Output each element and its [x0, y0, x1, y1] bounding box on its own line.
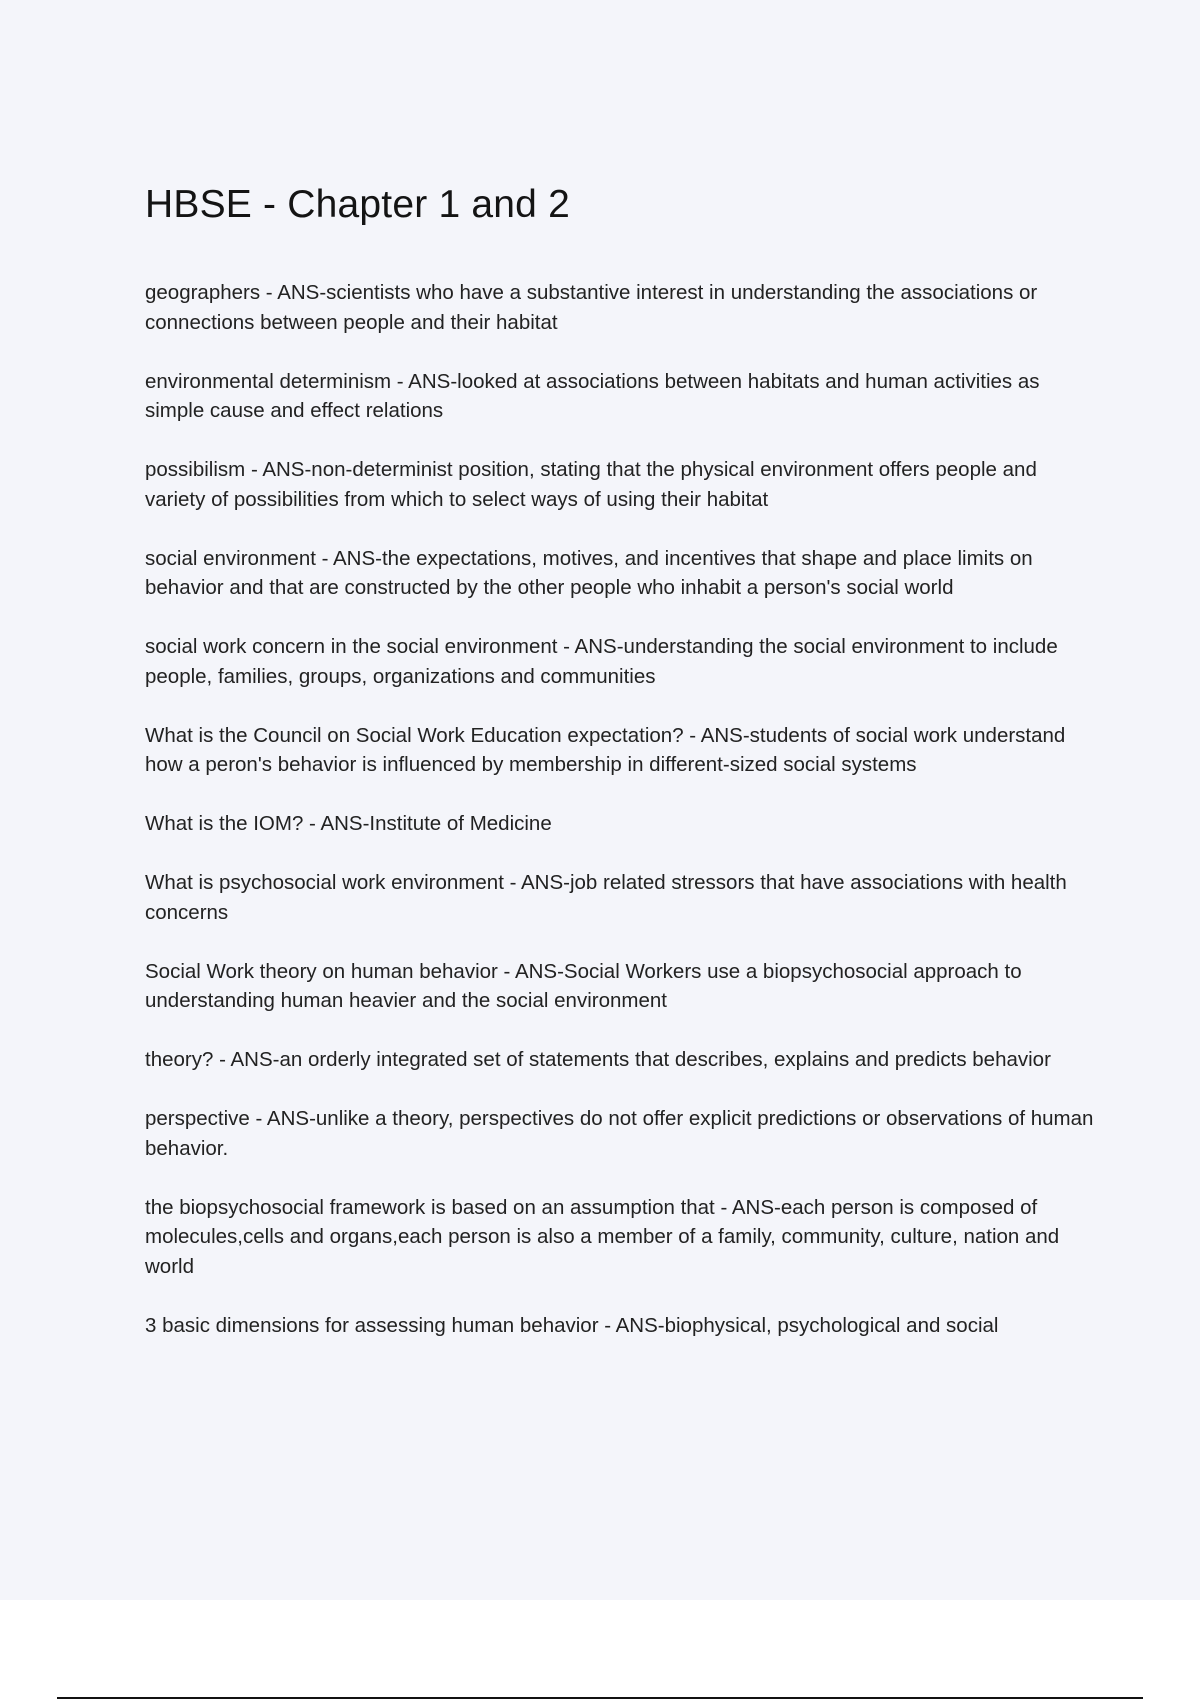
entry-cswe-expectation: What is the Council on Social Work Education expectation? - ANS-students of social work understand how a peron's behavior is influenced by membership in different-sized social systems [145, 723, 1066, 776]
entry-iom: What is the IOM? - ANS-Institute of Medicine [145, 812, 552, 835]
footer-divider [57, 1697, 1143, 1699]
entry-perspective: perspective - ANS-unlike a theory, perspectives do not offer explicit predictions or observations of human behavior. [145, 1107, 1094, 1160]
entry-geographers: geographers - ANS-scientists who have a substantive interest in understanding the associations or connections between people and their habitat [145, 281, 1038, 334]
entry-social-work-theory: Social Work theory on human behavior - ANS-Social Workers use a biopsychosocial approach to understanding human heavier and the social environment [145, 959, 1022, 1012]
entry-basic-dimensions: 3 basic dimensions for assessing human behavior - ANS-biophysical, psychological and social [145, 1313, 999, 1337]
entry-social-work-concern: social work concern in the social environment - ANS-understanding the social environment to include people, families, groups, organizations and communities [145, 635, 1058, 688]
entry-social-environment: social environment - ANS-the expectations, motives, and incentives that shape and place limits on behavior and that are constructed by the other people who inhabit a person's social world [145, 546, 1033, 599]
document-title: HBSE - Chapter 1 and 2 [145, 183, 570, 226]
entry-list [145, 278, 1095, 1370]
entry-biopsychosocial-framework: the biopsychosocial framework is based on an assumption that - ANS-each person is composed of molecules,cells and organs,each person is also a member of a family, community, culture, nation and world [145, 1195, 1060, 1278]
entry-environmental-determinism: environmental determinism - ANS-looked at associations between habitats and human activities as simple cause and effect relations [145, 369, 1040, 422]
entry-theory: theory? - ANS-an orderly integrated set of statements that describes, explains and predicts behavior [145, 1048, 1051, 1071]
entry-psychosocial-work-environment: What is psychosocial work environment - ANS-job related stressors that have associations with health concerns [145, 871, 1067, 924]
entry-possibilism: possibilism - ANS-non-determinist position, stating that the physical environment offers people and variety of possibilities from which to select ways of using their habitat [145, 458, 1037, 511]
